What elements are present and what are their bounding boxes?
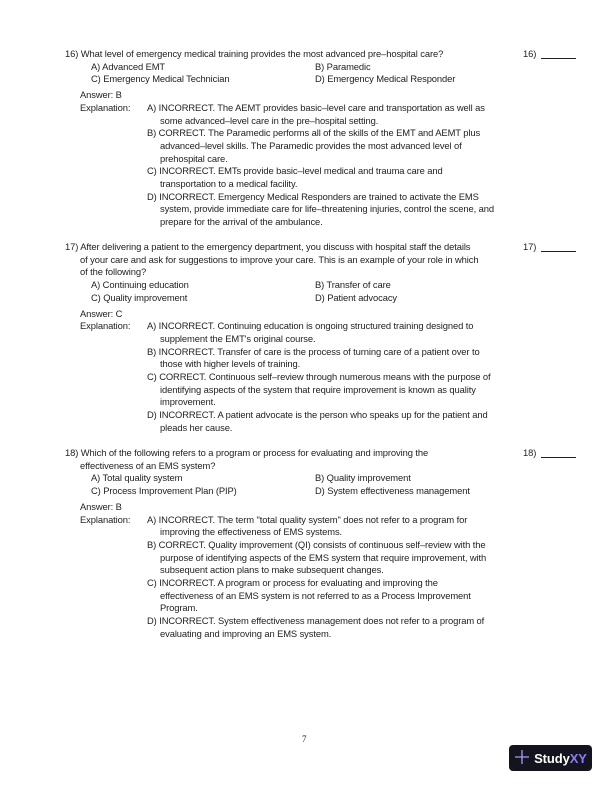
explanation-line: B) CORRECT. Quality improvement (QI) consists of continuous self–review with the xyxy=(147,538,486,550)
option-a: A) Continuing education xyxy=(91,279,189,291)
option-a: A) Total quality system xyxy=(91,472,183,484)
explanation-line: effectiveness of an EMS system is not referred to as a Process Improvement xyxy=(160,589,471,601)
explanation-item xyxy=(147,191,595,229)
explanation-item xyxy=(147,577,595,615)
question-line-text: After delivering a patient to the emergency department, you discuss with hospital staff the details xyxy=(80,241,471,252)
option-b: B) Paramedic xyxy=(315,60,371,72)
question-line: effectiveness of an EMS system? xyxy=(80,459,216,471)
explanation-label: Explanation: xyxy=(80,320,131,332)
question-number: 17) xyxy=(65,241,79,252)
explanation-line: pleads her cause. xyxy=(160,421,233,433)
badge-suffix: XY xyxy=(569,750,587,766)
question-line: of the following? xyxy=(80,266,147,278)
question-line xyxy=(65,241,515,254)
plus-icon xyxy=(514,749,530,768)
explanation-item xyxy=(147,127,595,165)
explanation-line: subsequent action plans to make subsequent changes. xyxy=(160,564,384,576)
answer-slot-label: 16) xyxy=(523,48,537,59)
question-block xyxy=(65,48,595,229)
question-line: of your care and ask for suggestions to improve your care. This is an example of your role in which xyxy=(80,253,479,265)
explanation xyxy=(65,102,595,229)
answer-key: Answer: B xyxy=(80,89,122,101)
explanation-line: improving the effectiveness of EMS systems. xyxy=(160,526,343,538)
page-number: 7 xyxy=(302,734,307,744)
explanation-line: identifying aspects of the system that require improvement is known as quality xyxy=(160,383,476,395)
question-line-text: What level of emergency medical training provides the most advanced pre–hospital care? xyxy=(80,48,444,59)
option-d: D) Emergency Medical Responder xyxy=(315,73,456,85)
explanation-item xyxy=(147,539,595,577)
explanation xyxy=(65,320,595,434)
explanation-item xyxy=(147,409,595,434)
options-grid xyxy=(65,472,595,497)
question-number: 18) xyxy=(65,447,79,458)
answer-key: Answer: B xyxy=(80,500,122,512)
options-grid xyxy=(65,279,595,304)
question-text xyxy=(65,48,515,61)
explanation-line: purpose of identifying aspects of the EMS system that require improvement, with xyxy=(160,551,487,563)
explanation-line: evaluating and improving an EMS system. xyxy=(160,627,332,639)
explanation-line: improvement. xyxy=(160,396,216,408)
question-line-text: Which of the following refers to a program or process for evaluating and improving the xyxy=(80,447,429,458)
explanation-line: A) INCORRECT. The term "total quality system" does not refer to a program for xyxy=(147,513,468,525)
explanation-line: some advanced–level care in the pre–hospital setting. xyxy=(160,114,379,126)
question-number: 16) xyxy=(65,48,79,59)
answer-slot-label: 18) xyxy=(523,447,537,458)
question-text xyxy=(65,447,515,472)
explanation-line: D) INCORRECT. System effectiveness management does not refer to a program of xyxy=(147,615,485,627)
explanation-item xyxy=(147,346,595,371)
explanation-line: C) CORRECT. Continuous self–review through numerous means with the purpose of xyxy=(147,371,491,383)
explanation-line: system, provide immediate care for life–threatening injuries, control the scene, and xyxy=(160,203,494,215)
explanation-item xyxy=(147,165,595,190)
question-block xyxy=(65,447,595,641)
explanation-line: prehospital care. xyxy=(160,152,228,164)
explanation-item xyxy=(147,320,595,345)
answer-key: Answer: C xyxy=(80,307,123,319)
explanation-line: B) INCORRECT. Transfer of care is the process of turning care of a patient over to xyxy=(147,345,480,357)
answer-blank-line[interactable] xyxy=(541,251,576,252)
option-b: B) Quality improvement xyxy=(315,472,411,484)
explanation-label: Explanation: xyxy=(80,101,131,113)
options-grid xyxy=(65,61,595,86)
explanation-line: prepare for the arrival of the ambulance. xyxy=(160,216,323,228)
question-line xyxy=(65,447,515,460)
explanation-line: A) INCORRECT. The AEMT provides basic–level care and transportation as well as xyxy=(147,101,485,113)
answer-blank-line[interactable] xyxy=(541,457,576,458)
badge-prefix: Study xyxy=(534,750,570,766)
option-c: C) Emergency Medical Technician xyxy=(91,73,230,85)
answer-slot-label: 17) xyxy=(523,241,537,252)
explanation-line: D) INCORRECT. Emergency Medical Responders are trained to activate the EMS xyxy=(147,190,479,202)
option-b: B) Transfer of care xyxy=(315,279,391,291)
explanation-line: advanced–level skills. The Paramedic provides the most advanced level of xyxy=(160,139,462,151)
explanation-line: those with higher levels of training. xyxy=(160,358,301,370)
explanation-line: A) INCORRECT. Continuing education is ongoing structured training designed to xyxy=(147,320,474,332)
explanation-item xyxy=(147,615,595,640)
explanation-line: Program. xyxy=(160,602,198,614)
explanation-label: Explanation: xyxy=(80,513,131,525)
explanation-item xyxy=(147,514,595,539)
explanation-line: C) INCORRECT. EMTs provide basic–level medical and trauma care and xyxy=(147,165,443,177)
explanation-line: B) CORRECT. The Paramedic performs all of the skills of the EMT and AEMT plus xyxy=(147,127,481,139)
option-c: C) Process Improvement Plan (PIP) xyxy=(91,485,237,497)
explanation-line: C) INCORRECT. A program or process for evaluating and improving the xyxy=(147,577,438,589)
explanation xyxy=(65,514,595,641)
question-block xyxy=(65,241,595,435)
option-d: D) Patient advocacy xyxy=(315,291,397,303)
explanation-line: D) INCORRECT. A patient advocate is the person who speaks up for the patient and xyxy=(147,409,488,421)
question-text xyxy=(65,241,515,279)
explanation-item xyxy=(147,371,595,409)
explanation-line: supplement the EMT's original course. xyxy=(160,332,316,344)
studyxy-badge[interactable] xyxy=(509,745,592,771)
explanation-item xyxy=(147,102,595,127)
question-line xyxy=(65,48,515,61)
explanation-line: transportation to a medical facility. xyxy=(160,178,298,190)
option-d: D) System effectiveness management xyxy=(315,485,470,497)
option-c: C) Quality improvement xyxy=(91,291,188,303)
answer-blank-line[interactable] xyxy=(541,58,576,59)
option-a: A) Advanced EMT xyxy=(91,60,166,72)
